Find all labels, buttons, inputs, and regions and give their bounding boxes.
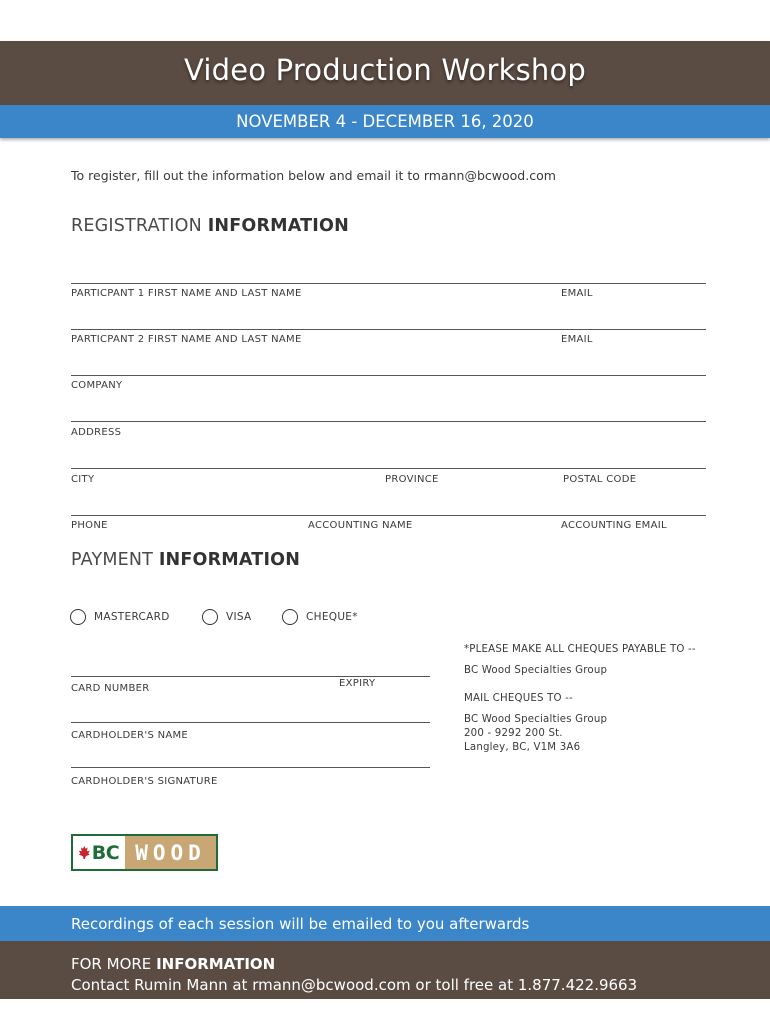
mastercard-label: MASTERCARD [94, 611, 170, 623]
visa-label: VISA [226, 611, 252, 623]
radio-circle-icon[interactable] [202, 609, 218, 625]
accounting-name-label: ACCOUNTING NAME [308, 520, 413, 531]
mail-address-line2: 200 - 9292 200 St. [464, 728, 563, 739]
payment-heading-light: PAYMENT [71, 550, 154, 570]
city-line[interactable] [71, 468, 706, 469]
participant2-line[interactable] [71, 329, 706, 330]
contact-text: Contact Rumin Mann at rmann@bcwood.com or toll free at 1.877.422.9663 [71, 976, 638, 994]
radio-circle-icon[interactable] [70, 609, 86, 625]
more-info-light: FOR MORE [71, 955, 152, 973]
phone-line[interactable] [71, 515, 706, 516]
mail-address-line1: BC Wood Specialties Group [464, 714, 608, 725]
cardholder-name-label: CARDHOLDER'S NAME [71, 730, 189, 741]
signature-label: CARDHOLDER'S SIGNATURE [71, 776, 218, 787]
participant1-line[interactable] [71, 283, 706, 284]
payee-name: BC Wood Specialties Group [464, 665, 608, 676]
mail-address-line3: Langley, BC, V1M 3A6 [464, 742, 581, 753]
info-banner [0, 941, 770, 999]
intro-text: To register, fill out the information below and email it to rmann@bcwood.com [71, 168, 556, 183]
participant2-name-label: PARTICPANT 2 FIRST NAME AND LAST NAME [71, 334, 302, 345]
page-title: Video Production Workshop [183, 53, 587, 87]
province-label: PROVINCE [385, 474, 439, 485]
more-info-heading [71, 955, 275, 973]
company-label: COMPANY [71, 380, 123, 391]
postal-code-label: POSTAL CODE [563, 474, 637, 485]
participant2-email-label: EMAIL [561, 334, 593, 345]
logo-left [73, 836, 125, 869]
cheque-radio[interactable] [282, 609, 358, 625]
mail-cheques-label: MAIL CHEQUES TO -- [464, 693, 573, 704]
address-label: ADDRESS [71, 427, 122, 438]
address-line[interactable] [71, 421, 706, 422]
cheque-note: *PLEASE MAKE ALL CHEQUES PAYABLE TO -- [464, 644, 696, 655]
cheque-label: CHEQUE* [306, 611, 358, 623]
logo-wood-text: WOOD [135, 840, 206, 865]
recordings-banner [0, 906, 770, 941]
radio-circle-icon[interactable] [282, 609, 298, 625]
participant1-name-label: PARTICPANT 1 FIRST NAME AND LAST NAME [71, 288, 302, 299]
recordings-text: Recordings of each session will be emailed to you afterwards [71, 915, 530, 933]
title-banner [0, 41, 770, 105]
registration-heading-light: REGISTRATION [71, 216, 202, 236]
payment-heading [71, 550, 300, 570]
logo-bc-text: BC [91, 841, 120, 864]
accounting-email-label: ACCOUNTING EMAIL [561, 520, 667, 531]
participant1-email-label: EMAIL [561, 288, 593, 299]
bc-wood-logo [71, 834, 218, 871]
visa-radio[interactable] [202, 609, 252, 625]
card-number-line[interactable] [71, 676, 430, 677]
cardholder-name-line[interactable] [71, 722, 430, 723]
registration-heading [71, 216, 349, 236]
expiry-label: EXPIRY [339, 678, 376, 689]
city-label: CITY [71, 474, 95, 485]
maple-leaf-icon [79, 846, 90, 859]
mastercard-radio[interactable] [70, 609, 170, 625]
date-banner [0, 105, 770, 138]
signature-line[interactable] [71, 767, 430, 768]
card-number-label: CARD NUMBER [71, 683, 150, 694]
registration-heading-bold: INFORMATION [207, 216, 349, 236]
logo-right [125, 836, 216, 869]
company-line[interactable] [71, 375, 706, 376]
more-info-bold: INFORMATION [156, 955, 276, 973]
event-dates: NOVEMBER 4 - DECEMBER 16, 2020 [236, 112, 534, 131]
payment-heading-bold: INFORMATION [158, 550, 301, 570]
phone-label: PHONE [71, 520, 108, 531]
